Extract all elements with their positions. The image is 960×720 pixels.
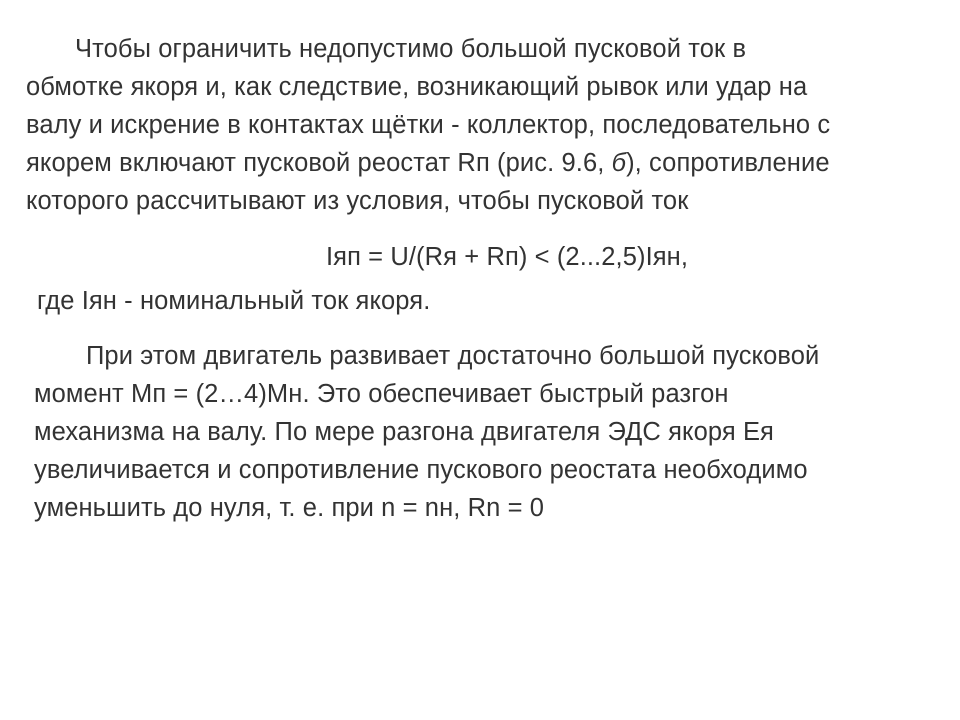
paragraph-1-line-1: Чтобы ограничить недопустимо большой пусковой ток в <box>75 35 747 63</box>
paragraph-1-line-3: валу и искрение в контактах щётки - коллектор, последовательно с <box>26 111 831 139</box>
paragraph-1-line-4 <box>26 145 830 181</box>
paragraph-2-line-3: механизма на валу. По мере разгона двигателя ЭДС якоря Ея <box>34 418 774 446</box>
paragraph-2-line-2: момент Мп = (2…4)Мн. Это обеспечивает быстрый разгон <box>34 380 729 408</box>
paragraph-2-line-4: увеличивается и сопротивление пускового реостата необходимо <box>34 456 808 484</box>
paragraph-1-line-4-italic: б <box>611 149 627 177</box>
formula-caption: где Iян - номинальный ток якоря. <box>37 287 431 315</box>
paragraph-2-line-1: При этом двигатель развивает достаточно большой пусковой <box>86 342 820 370</box>
paragraph-1-line-5: которого рассчитывают из условия, чтобы пусковой ток <box>26 187 689 215</box>
paragraph-1-line-4-part-2: ), сопротивление <box>626 149 830 177</box>
paragraph-1-line-4-part-1: якорем включают пусковой реостат Rп (рис. 9.6, <box>26 149 612 177</box>
paragraph-1-line-2: обмотке якоря и, как следствие, возникающий рывок или удар на <box>26 73 808 101</box>
paragraph-2-line-5: уменьшить до нуля, т. е. при n = nн, Rn = 0 <box>34 494 545 522</box>
formula: Iяп = U/(Rя + Rп) < (2...2,5)Iян, <box>326 243 689 271</box>
